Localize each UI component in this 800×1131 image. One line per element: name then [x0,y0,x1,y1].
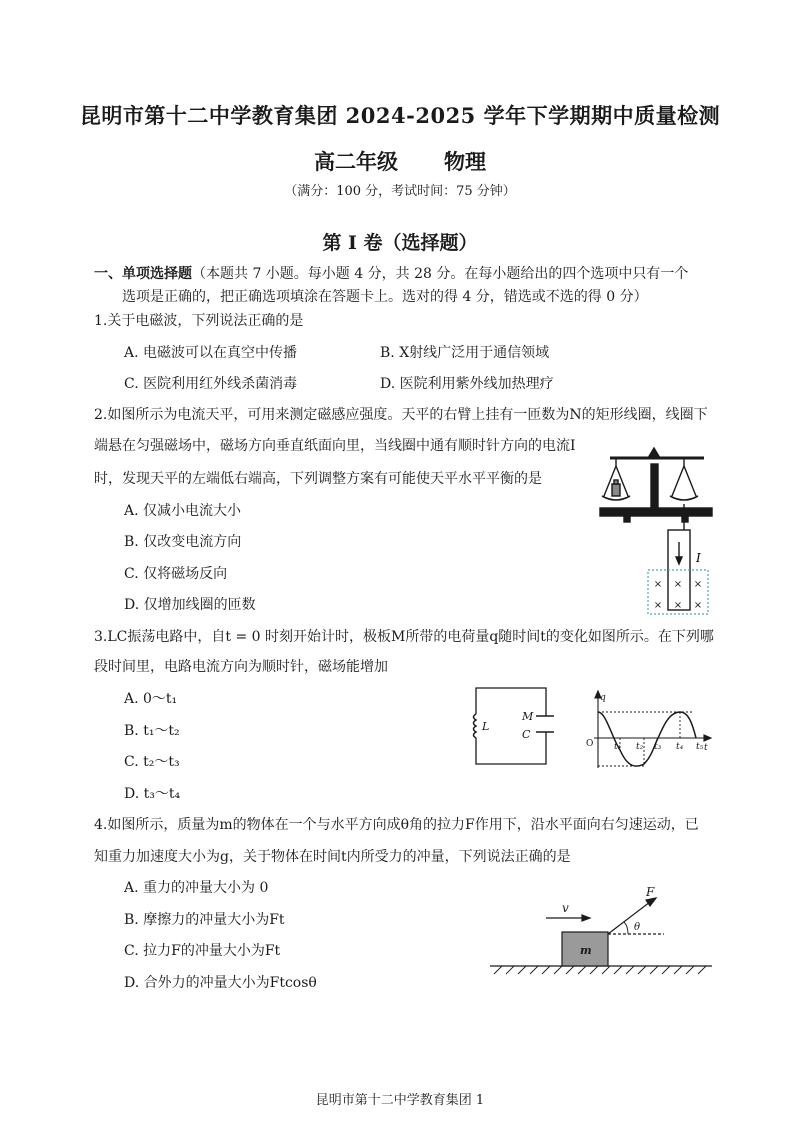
q2-option-b: B. 仅改变电流方向 [124,534,242,550]
balance-base [600,508,712,516]
q1-option-d: D. 医院利用紫外线加热理疗 [380,376,554,392]
origin-label: O [586,739,594,749]
q3-option-a: A. 0～t₁ [124,691,178,707]
q4-option-b: B. 摩擦力的冲量大小为Ft [124,912,285,928]
exam-note: （满分：100 分，考试时间：75 分钟） [284,184,516,199]
charge-curve [598,712,696,766]
field-mark: × [673,579,683,590]
tick-t3: t₃ [654,742,662,752]
q2-option-a: A. 仅减小电流大小 [124,503,242,519]
current-balance-figure [596,446,720,618]
angle-label: θ [634,922,641,933]
q2-option-d: D. 仅增加线圈的匝数 [124,597,256,613]
section-text-line1: （本题共 7 小题。每小题 4 分，共 28 分。在每小题给出的四个选项中只有一个 [192,266,689,282]
grade-label: 高二年级 [314,149,398,174]
q-axis-label: q [600,693,606,703]
q1-option-b: B. X射线广泛用于通信领域 [380,345,550,361]
t-axis-label: t [704,743,708,753]
force-label: F [646,885,655,899]
exam-title: 昆明市第十二中学教育集团 2024-2025 学年下学期期中质量检测 [79,103,721,128]
part-title: 第 I 卷（选择题） [322,232,478,254]
page-footer: 昆明市第十二中学教育集团 1 [315,1093,485,1108]
q1-stem: 1.关于电磁波，下列说法正确的是 [94,313,304,329]
q3-stem-line1: 3.LC振荡电路中，自t = 0 时刻开始计时，极板M所带的电荷量q随时间t的变化如图所示。在下列哪 [94,629,714,645]
field-mark: × [693,579,703,590]
field-mark: × [653,579,663,590]
q4-option-d: D. 合外力的冲量大小为Ftcosθ [124,975,317,991]
section-instructions [94,263,714,309]
section-label: 一、单项选择题 [94,266,192,282]
exam-subtitle [0,146,800,176]
block-force-figure [488,882,714,976]
inductor-label: L [482,720,490,733]
q4-option-a: A. 重力的冲量大小为 0 [124,880,269,896]
subject-label: 物理 [444,149,486,174]
tick-t5: t₅ [696,742,704,752]
q-t-graph [584,690,714,772]
velocity-label: v [562,901,569,915]
q3-option-c: C. t₂～t₃ [124,754,180,770]
q1-option-c: C. 医院利用红外线杀菌消毒 [124,376,298,392]
field-mark: × [673,600,683,611]
balance-post [651,464,658,508]
q2-stem-line3: 时，发现天平的左端低右端高，下列调整方案有可能使天平水平平衡的是 [94,471,542,487]
mass-label: m [580,944,592,957]
field-mark: × [693,600,703,611]
section-text-line2: 选项是正确的，把正确选项填涂在答题卡上。选对的得 4 分，错选或不选的得 0 分） [122,289,648,305]
q3-option-b: B. t₁～t₂ [124,723,180,739]
inductor-coil [474,714,477,738]
q4-stem-line1: 4.如图所示，质量为m的物体在一个与水平方向成θ角的拉力F作用下，沿水平面向右匀速运动，已 [94,817,699,833]
tick-t2: t₂ [636,742,644,752]
plate-c-label: C [522,728,531,741]
q2-stem-line1: 2.如图所示为电流天平，可用来测定磁感应强度。天平的右臂上挂有一匝数为N的矩形线圈，线圈下 [94,407,708,423]
q3-option-d: D. t₃～t₄ [124,786,181,802]
force-arrow [608,902,650,934]
lc-circuit-figure [466,686,554,766]
tick-t1: t₁ [614,742,622,752]
plate-m-label: M [522,710,534,723]
current-label: I [696,551,701,565]
field-mark: × [653,600,663,611]
q2-option-c: C. 仅将磁场反向 [124,566,228,582]
q4-stem-line2: 知重力加速度大小为g，关于物体在时间t内所受力的冲量，下列说法正确的是 [94,849,571,865]
tick-t4: t₄ [676,742,684,752]
q3-stem-line2: 段时间里，电路电流方向为顺时针，磁场能增加 [94,659,388,675]
q4-option-c: C. 拉力F的冲量大小为Ft [124,943,281,959]
q1-option-a: A. 电磁波可以在真空中传播 [124,345,298,361]
q2-stem-line2: 端悬在匀强磁场中，磁场方向垂直纸面向里，当线圈中通有顺时针方向的电流I [94,438,576,454]
